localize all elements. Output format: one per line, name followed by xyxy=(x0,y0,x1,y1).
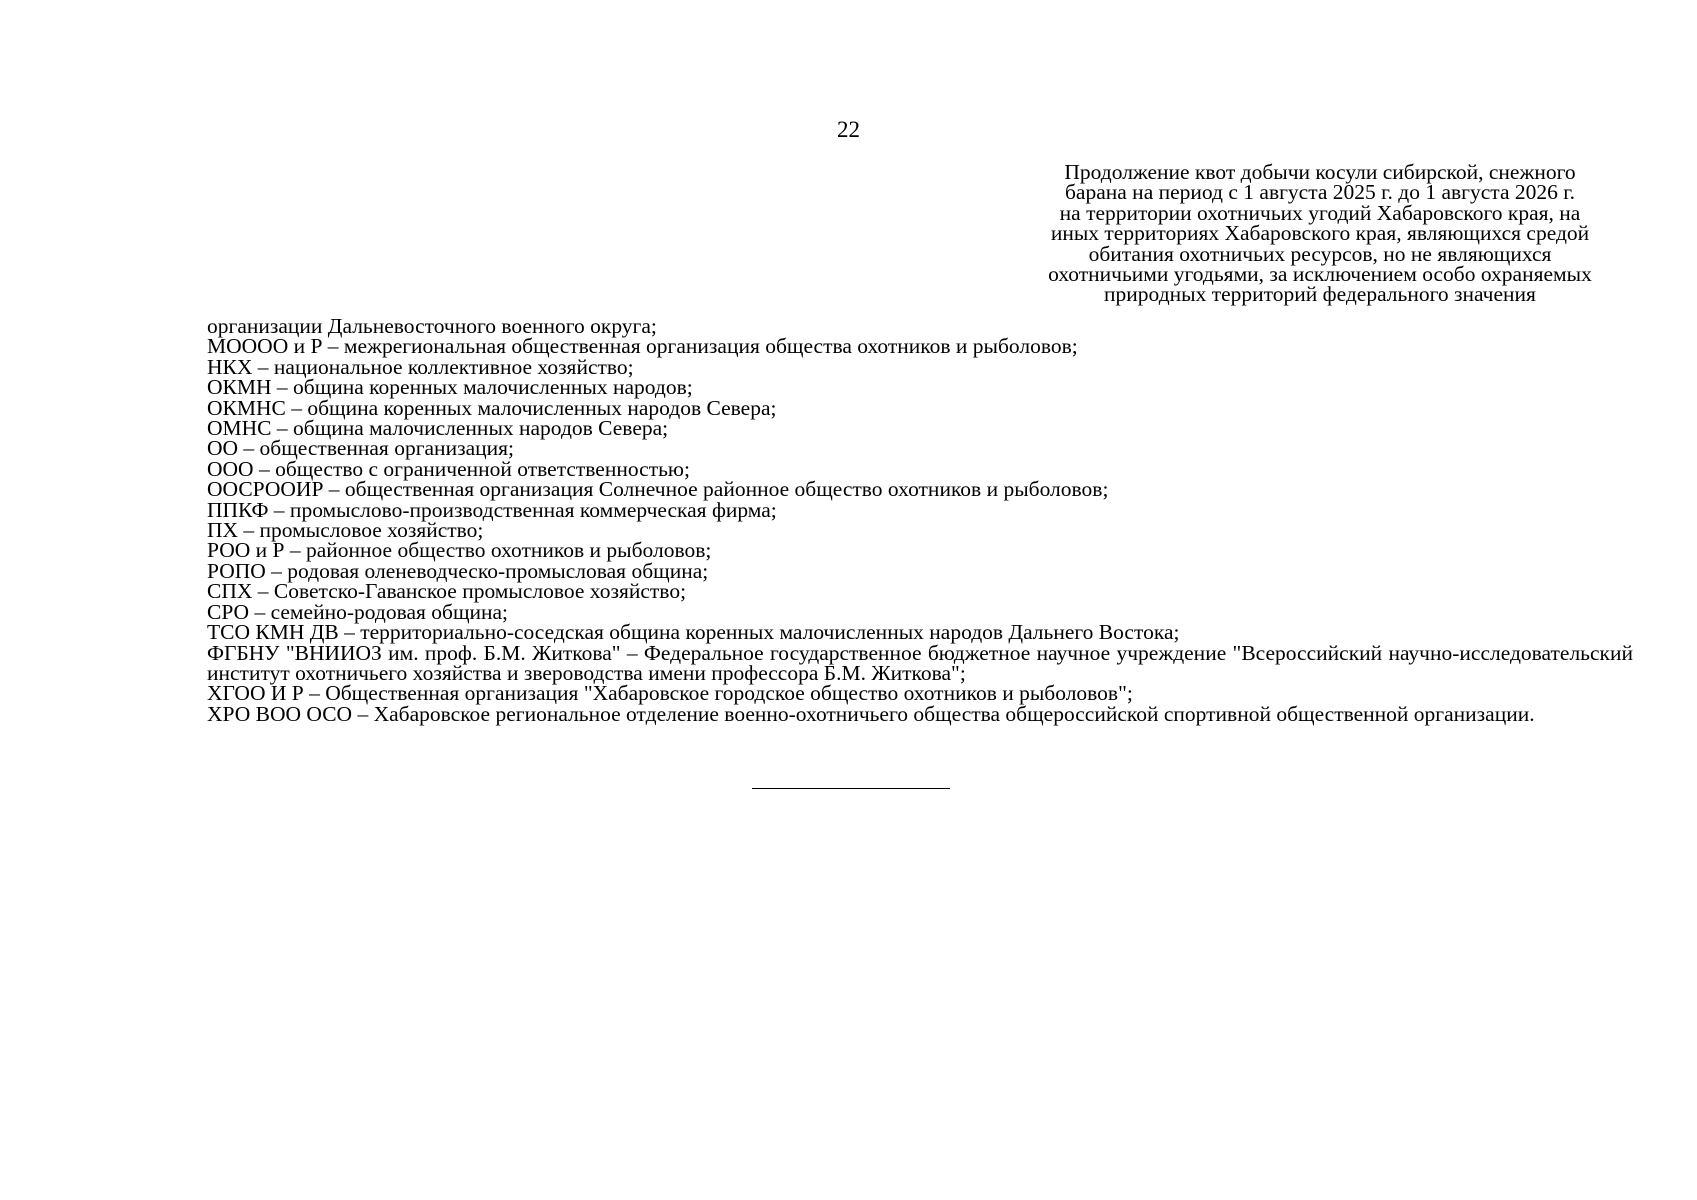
abbreviation-item: СПХ – Советско-Гаванское промысловое хозяйство; xyxy=(207,579,687,604)
abbreviation-item: организации Дальневосточного военного округа; xyxy=(207,314,657,338)
abbreviation-list xyxy=(207,316,1633,724)
abbreviation-item: ОКМН – община коренных малочисленных народов; xyxy=(207,375,693,400)
abbreviation-item: ФГБНУ "ВНИИОЗ им. проф. Б.М. Житкова" – Федеральное государственное бюджетное научное учреждение "Всероссийский научно-исследовательский институт охотничьего хозяйства и звероводства имени профессора Б.М. Житкова"; xyxy=(207,640,1633,685)
abbreviation-item: РОО и Р – районное общество охотников и рыболовов; xyxy=(207,538,712,563)
header-line: охотничьими угодьями, за исключением особо охраняемых xyxy=(1048,262,1592,287)
abbreviation-item: ППКФ – промыслово-производственная коммерческая фирма; xyxy=(207,497,777,522)
abbreviation-item: ХРО ВОО ОСО – Хабаровское региональное отделение военно-охотничьего общества общероссийской спортивной общественной организации. xyxy=(207,701,1535,726)
table-continuation-header xyxy=(1010,162,1630,305)
header-line: природных территорий федерального значения xyxy=(1104,282,1536,307)
abbreviation-item: ХГОО И Р – Общественная организация "Хабаровское городское общество охотников и рыболовов"; xyxy=(207,681,1133,706)
abbreviation-item: ОМНС – община малочисленных народов Севера; xyxy=(207,416,669,441)
abbreviation-item: ПХ – промысловое хозяйство; xyxy=(207,518,484,543)
header-line: обитания охотничьих ресурсов, но не являющихся xyxy=(1088,241,1552,266)
page-number: 22 xyxy=(837,117,860,142)
abbreviation-item: ООСРООИР – общественная организация Солнечное районное общество охотников и рыболовов; xyxy=(207,477,1109,502)
header-line: иных территориях Хабаровского края, являющихся средой xyxy=(1050,221,1590,246)
abbreviation-item: ООО – общество с ограниченной ответственностью; xyxy=(207,456,690,481)
abbreviation-item: ОКМНС – община коренных малочисленных народов Севера; xyxy=(207,395,777,420)
abbreviation-item: СРО – семейно-родовая община; xyxy=(207,599,509,624)
header-line: на территории охотничьих угодий Хабаровского края, на xyxy=(1059,200,1581,225)
abbreviation-item: МОООО и Р – межрегиональная общественная организация общества охотников и рыболовов; xyxy=(207,334,1078,359)
header-line: Продолжение квот добычи косули сибирской, снежного xyxy=(1064,160,1576,184)
header-line: барана на период с 1 августа 2025 г. до 1 августа 2026 г. xyxy=(1064,180,1576,205)
abbreviation-item: НКХ – национальное коллективное хозяйство; xyxy=(207,354,634,379)
abbreviation-item: ОО – общественная организация; xyxy=(207,436,514,461)
abbreviation-item: РОПО – родовая оленеводческо-промысловая община; xyxy=(207,558,709,583)
end-of-document-rule xyxy=(752,788,950,789)
abbreviation-item: ТСО КМН ДВ – территориально-соседская община коренных малочисленных народов Дальнего Востока; xyxy=(207,620,1180,645)
